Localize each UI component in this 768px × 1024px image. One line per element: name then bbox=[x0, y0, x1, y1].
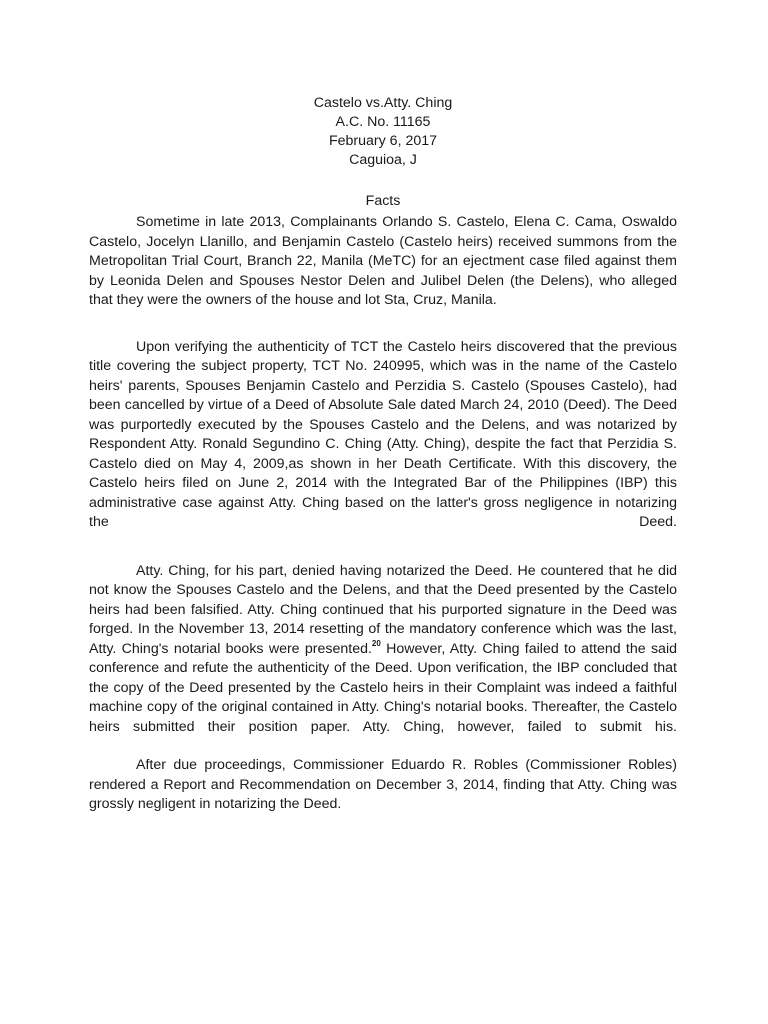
footnote-ref: 20 bbox=[371, 638, 381, 648]
case-ponente: Caguioa, J bbox=[349, 152, 417, 168]
case-title: Castelo vs.Atty. Ching bbox=[313, 95, 453, 111]
paragraph-3-text-a: Atty. Ching, for his part, denied having notarized the Deed. He countered that he did not know the Spouses Castelo and the Delens, and that the Deed presented by the Castelo heirs had been falsified. Atty. Ching continued that his purported signature in the Deed was forged. In the November 13, 2014 resetting of the mandatory conference which was the last, Atty. Ching's notarial books were presented. bbox=[89, 562, 677, 657]
paragraph-3-text-b: However, Atty. Ching failed to attend the said conference and refute the authenticity of the Deed. Upon verification, the IBP concluded that the copy of the Deed presented by the Castelo heirs in their Complaint was indeed a faithful machine copy of the original contained in Atty. Ching's notarial books. Thereafter, the Castelo heirs submitted their position paper. Atty. Ching, however, failed to submit his. bbox=[89, 640, 677, 735]
paragraph-1: Sometime in late 2013, Complainants Orlando S. Castelo, Elena C. Cama, Oswaldo Castelo, Jocelyn Llanillo, and Benjamin Castelo (Castelo heirs) received summons from the Metropolitan Trial Court, Branch 22, Manila (MeTC) for an ejectment case filed against them by Leonida Delen and Spouses Nestor Delen and Julibel Delen (the Delens), who alleged that they were the owners of the house and lot Sta, Cruz, Manila. bbox=[89, 214, 677, 308]
paragraph-3 bbox=[89, 562, 677, 738]
paragraph-2: Upon verifying the authenticity of TCT the Castelo heirs discovered that the previous title covering the subject property, TCT No. 240995, which was in the name of the Castelo heirs' parents, Spouses Benjamin Castelo and Perzidia S. Castelo (Spouses Castelo), had been cancelled by virtue of a Deed of Absolute Sale dated March 24, 2010 (Deed). The Deed was purportedly executed by the Spouses Castelo and the Delens, and was notarized by Respondent Atty. Ronald Segundino C. Ching (Atty. Ching), despite the fact that Perzidia S. Castelo died on May 4, 2009,as shown in her Death Certificate. With this discovery, the Castelo heirs filed on June 2, 2014 with the Integrated Bar of the Philippines (IBP) this administrative case against Atty. Ching based on the latter's gross negligence in notarizing the Deed. bbox=[89, 338, 677, 530]
case-date: February 6, 2017 bbox=[328, 133, 438, 149]
paragraph-4: After due proceedings, Commissioner Eduardo R. Robles (Commissioner Robles) rendered a Report and Recommendation on December 3, 2014, finding that Atty. Ching was grossly negligent in notarizing the Deed. bbox=[89, 757, 677, 812]
section-title-facts: Facts bbox=[365, 193, 401, 209]
document-page bbox=[89, 94, 677, 815]
case-header bbox=[89, 94, 677, 170]
case-number: A.C. No. 11165 bbox=[335, 114, 431, 130]
